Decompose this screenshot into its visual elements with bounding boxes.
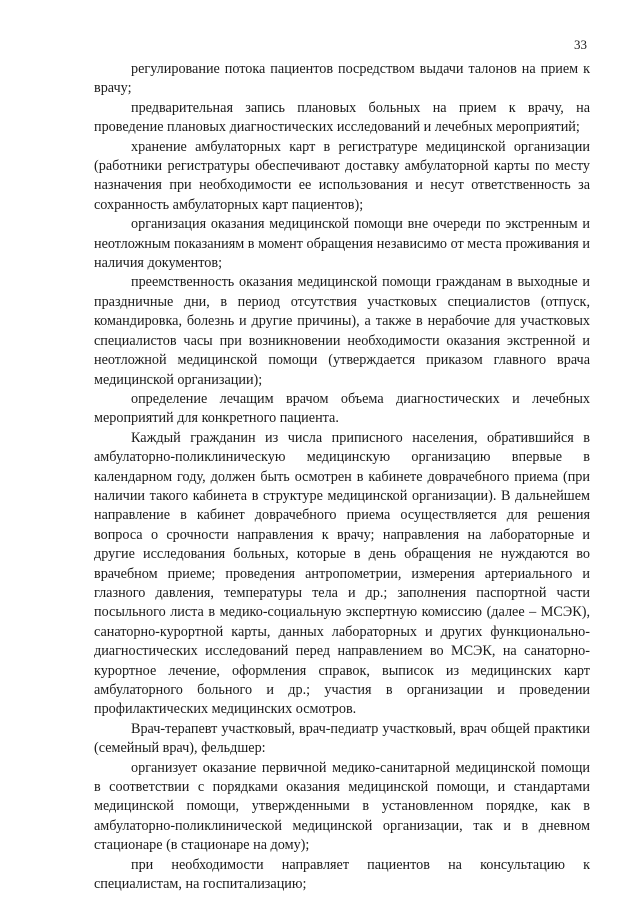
- paragraph-emergency-care: организация оказания медицинской помощи вне очереди по экстренным и неотложным показаниям в момент обращения независимо от места проживания и наличия документов;: [94, 216, 590, 272]
- paragraph-diagnostic-scope: определение лечащим врачом объема диагностических и лечебных мероприятий для конкретного пациента.: [94, 390, 590, 427]
- paragraph-physicians-list-intro: Врач-терапевт участковый, врач-педиатр участковый, врач общей практики (семейный врач), фельдшер:: [94, 720, 590, 757]
- paragraph-organizes-care: организует оказание первичной медико-санитарной медицинской помощи в соответствии с порядками оказания медицинской помощи, и стандартами медицинской помощи, утвержденными в установленном порядке, как в амбулаторно-поликлинической медицинской организации, так и в дневном стационаре (в стационаре на дому);: [94, 759, 590, 854]
- paragraph-referrals: при необходимости направляет пациентов на консультацию к специалистам, на госпитализацию;: [94, 856, 590, 893]
- page-number: 33: [574, 37, 587, 52]
- paragraph-records-storage: хранение амбулаторных карт в регистратуре медицинской организации (работники регистратуры обеспечивают доставку амбулаторной карты по месту назначения при необходимости ее использования и несут ответственность за сохранность амбулаторных карт пациентов);: [94, 138, 590, 213]
- paragraph-continuity-of-care: преемственность оказания медицинской помощи гражданам в выходные и праздничные дни, в период отсутствия участковых специалистов (отпуск, командировка, болезнь и другие причины), а также в нерабочие для участковых специалистов часы при возникновении необходимости оказания экстренной и неотложной медицинской помощи (утверждается приказом главного врача медицинской организации);: [94, 274, 590, 388]
- document-body: [94, 60, 590, 894]
- paragraph-preliminary-booking: предварительная запись плановых больных на прием к врачу, на проведение плановых диагностических исследований и лечебных мероприятий;: [94, 99, 590, 136]
- paragraph-pre-medical-exam: Каждый гражданин из числа приписного населения, обратившийся в амбулаторно-поликлиническую медицинскую организацию впервые в календарном году, должен быть осмотрен в кабинете доврачебного приема (при наличии такого кабинета в структуре медицинской организации). В дальнейшем направление в кабинет доврачебного приема осуществляется для решения вопроса о срочности направления к врачу; направления на лабораторные и другие исследования больных, которые в день обращения не нуждаются во врачебном приеме; проведения антропометрии, измерения артериального и глазного давления, температуры тела и др.; заполнения паспортной части посыльного листа в медико-социальную экспертную комиссию (далее – МСЭК), санаторно-курортной карты, данных лабораторных и других функционально-диагностических исследований перед направлением во МСЭК, на санаторно-курортное лечение, оформления справок, выписок из медицинских карт амбулаторного больного и др.; участия в организации и проведении профилактических медицинских осмотров.: [94, 429, 590, 718]
- paragraph-patient-flow: регулирование потока пациентов посредством выдачи талонов на прием к врачу;: [94, 61, 590, 97]
